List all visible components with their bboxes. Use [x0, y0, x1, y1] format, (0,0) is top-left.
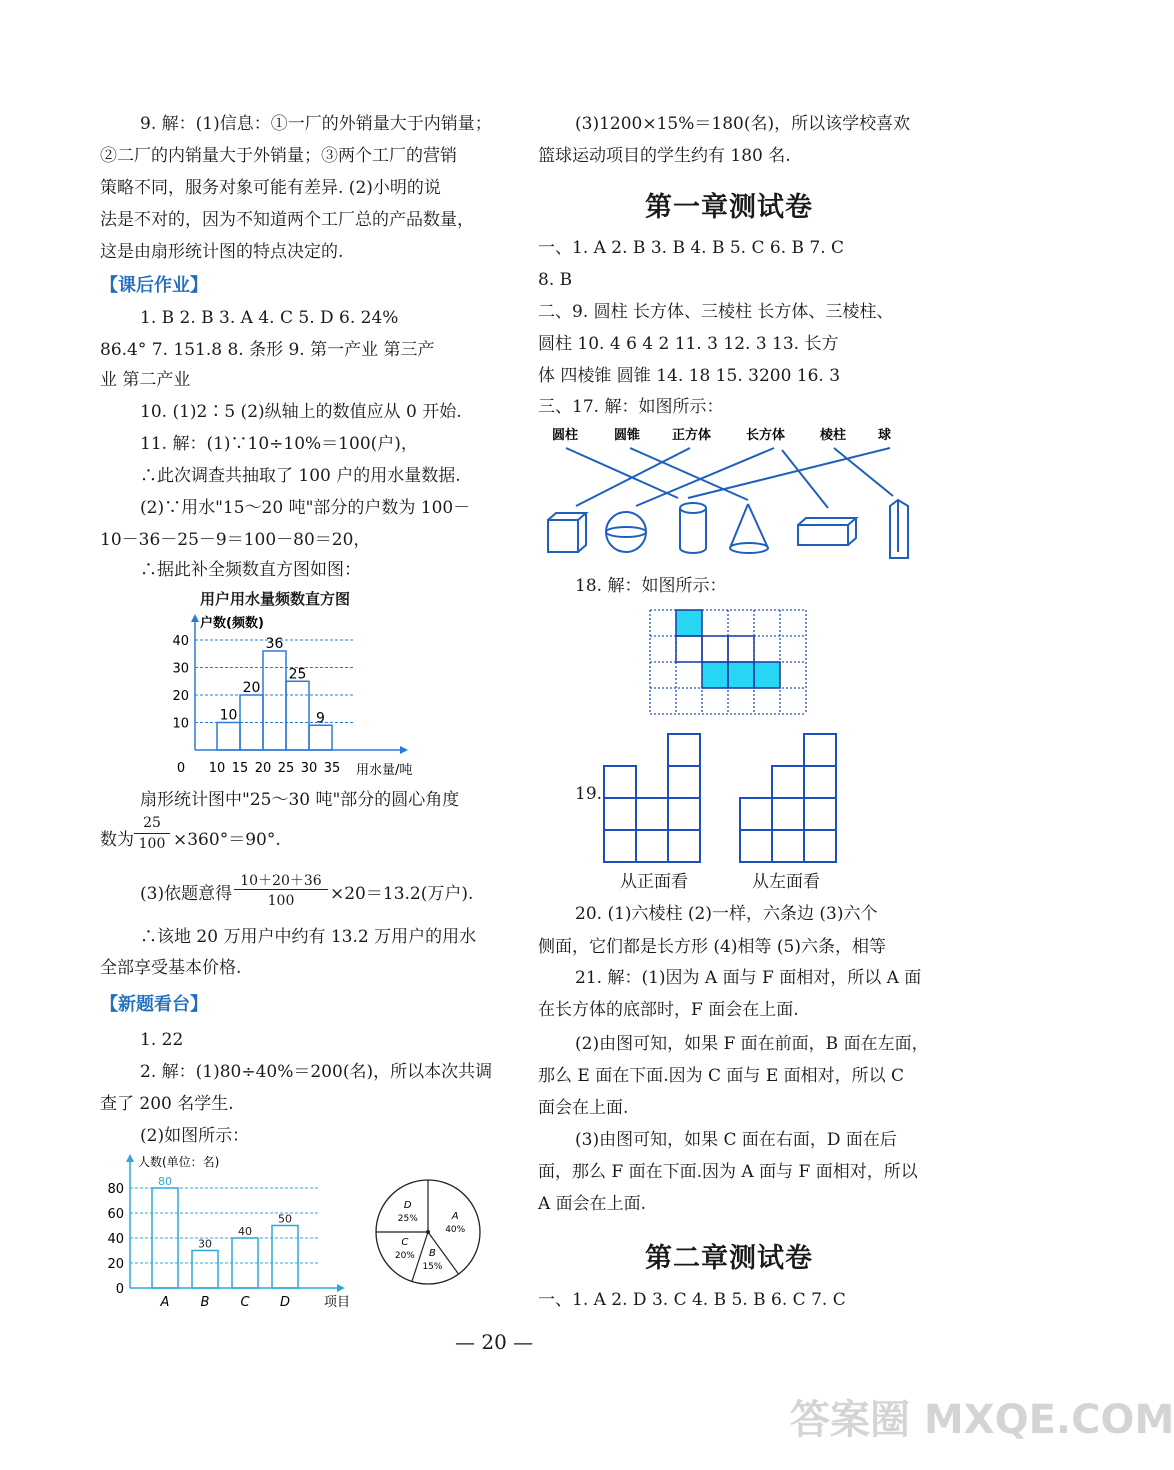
pie-slice-D: D — [403, 1199, 412, 1211]
y-axis-arrow — [191, 614, 199, 622]
cuboid-solid — [798, 518, 856, 545]
ch1-line-2: 8. B — [538, 270, 573, 290]
new-line-2: 2. 解：(1)80÷40%＝200(名)，所以本次共调 — [140, 1062, 493, 1082]
y-tick-label: 20 — [107, 1257, 124, 1272]
angle-denominator: 100 — [138, 836, 166, 852]
y-tick-label: 60 — [107, 1207, 124, 1222]
y-tick-label: 80 — [107, 1182, 124, 1197]
view-cell — [772, 798, 804, 830]
new-line-3: 查了 200 名学生. — [100, 1094, 234, 1114]
q21-line-5: 面会在上面. — [538, 1098, 629, 1118]
pie-slice-A: A — [451, 1211, 459, 1223]
pie-percent-label: 15% — [422, 1262, 443, 1273]
q17-matching-diagram — [538, 420, 928, 570]
view-cell — [636, 830, 668, 862]
q18-text: 18. 解：如图所示： — [575, 576, 727, 596]
label-cone: 圆锥 — [614, 428, 641, 443]
bar-value-label: 36 — [265, 636, 284, 652]
view-cell — [740, 798, 772, 830]
bar-value-label: 20 — [242, 680, 261, 696]
pie-slice-B: B — [429, 1248, 436, 1260]
y-axis-arrow — [126, 1154, 134, 1162]
q3-denominator: 100 — [267, 893, 295, 909]
label-prism: 棱柱 — [820, 428, 847, 443]
view-cell — [804, 734, 836, 766]
hw-line-7: (2)∵用水"15～20 吨"部分的户数为 100－ — [140, 498, 471, 518]
x-tick-label: 15 — [231, 761, 249, 776]
view-cell — [740, 830, 772, 862]
q9-line-5: 这是由扇形统计图的特点决定的. — [100, 242, 344, 262]
x-axis-arrow — [400, 746, 408, 754]
solid-cell — [676, 636, 702, 662]
bar-D — [272, 1226, 298, 1289]
top-line-1: (3)1200×15%＝180(名)，所以该学校喜欢 — [575, 114, 911, 134]
y-tick-label: 20 — [172, 689, 189, 704]
view-cell — [772, 830, 804, 862]
x-tick-label: 35 — [323, 761, 341, 776]
left-view-label: 从左面看 — [752, 872, 820, 892]
sector-line: 扇形统计图中"25～30 吨"部分的圆心角度 — [140, 790, 460, 810]
q18-grid — [648, 608, 808, 716]
bar-B — [192, 1251, 218, 1289]
sphere-solid — [606, 512, 646, 552]
x-axis-arrow — [337, 1284, 345, 1292]
top-line-2: 篮球运动项目的学生约有 180 名. — [538, 146, 791, 166]
y-tick-label: 40 — [172, 634, 189, 649]
view-cell — [604, 830, 636, 862]
hw-line-2: 86.4° 7. 151.8 8. 条形 9. 第一产业 第三产 — [100, 340, 435, 360]
bar-value-label: 40 — [238, 1225, 252, 1238]
q21-line-1: 21. 解：(1)因为 A 面与 F 面相对，所以 A 面 — [575, 968, 922, 988]
angle-numerator: 25 — [143, 815, 161, 831]
view-cell — [804, 766, 836, 798]
page-number: — 20 — — [455, 1330, 534, 1354]
y-tick-label: 10 — [172, 716, 189, 732]
ch1-line-3: 二、9. 圆柱 长方体、三棱柱 长方体、三棱柱、 — [538, 302, 894, 322]
solid-cell — [702, 636, 728, 662]
filled-cell — [754, 662, 780, 688]
pie-percent-label: 40% — [445, 1225, 466, 1236]
view-cell — [772, 766, 804, 798]
x-tick-label: 30 — [300, 761, 318, 776]
filled-cell — [676, 610, 702, 636]
matching-lines — [566, 448, 893, 508]
hw-line-8: 10－36－25－9＝100－80＝20， — [100, 530, 371, 550]
angle-suffix: ×360°＝90°. — [173, 830, 281, 850]
cone-solid — [730, 504, 768, 553]
conclusion-line-2: 全部享受基本价格. — [100, 958, 242, 978]
q3-suffix: ×20＝13.2(万户). — [330, 884, 474, 904]
pie-percent-label: 25% — [397, 1213, 418, 1224]
q9-line-4: 法是不对的，因为不知道两个工厂总的产品数量， — [100, 210, 474, 230]
view-cell — [668, 766, 700, 798]
label-cylinder: 圆柱 — [552, 428, 579, 443]
view-cell — [668, 734, 700, 766]
q19-views — [600, 728, 850, 866]
y-axis-title: 户数(频数) — [200, 616, 264, 631]
pie-center-dot — [426, 1230, 430, 1234]
hw-line-6: ∴此次调查共抽取了 100 户的用水量数据. — [140, 466, 461, 486]
hw-line-9: ∴据此补全频数直方图如图： — [140, 560, 361, 580]
x-category-label: C — [240, 1295, 250, 1310]
view-cell — [668, 798, 700, 830]
q21-line-4: 那么 E 面在下面.因为 C 面与 E 面相对，所以 C — [538, 1066, 905, 1086]
q21-line-3: (2)由图可知，如果 F 面在前面，B 面在左面， — [575, 1034, 929, 1054]
conclusion-line-1: ∴该地 20 万用户中约有 13.2 万用户的用水 — [140, 927, 477, 947]
histogram-bar — [286, 681, 309, 750]
hw-line-1: 1. B 2. B 3. A 4. C 5. D 6. 24% — [140, 308, 399, 328]
hw-line-5: 11. 解：(1)∵10÷10%＝100(户)， — [140, 434, 418, 454]
water-usage-histogram — [160, 608, 450, 778]
q20-line-2: 侧面，它们都是长方形 (4)相等 (5)六条，相等 — [538, 937, 886, 957]
front-view — [604, 734, 700, 862]
q9-line-3: 策略不同，服务对象可能有差异. (2)小明的说 — [100, 178, 441, 198]
fraction-bar — [134, 833, 170, 834]
q9-line-2: ②二厂的内销量大于外销量；③两个工厂的营销 — [100, 146, 457, 166]
q9-line-1: 9. 解：(1)信息：①一厂的外销量大于内销量； — [140, 114, 492, 134]
histogram-bar — [263, 651, 286, 750]
q3-prefix: (3)依题意得 — [140, 884, 233, 904]
bar-value-label: 50 — [278, 1212, 292, 1226]
chapter-1-title: 第一章测试卷 — [645, 192, 813, 223]
x-category-label: D — [279, 1295, 291, 1310]
ch1-line-6: 三、17. 解：如图所示： — [538, 397, 724, 417]
label-cuboid: 长方体 — [746, 428, 786, 443]
watermark: 答案圈 MXQE.COM — [790, 1397, 1174, 1443]
hw-line-3: 业 第二产业 — [100, 370, 191, 390]
bar-value-label: 10 — [219, 707, 238, 724]
x-category-label: A — [160, 1295, 170, 1310]
q19-number: 19. — [575, 784, 603, 804]
histogram-bar — [309, 725, 332, 750]
students-bar-chart — [100, 1150, 370, 1315]
x-tick-label: 0 — [176, 761, 186, 776]
solid-cell — [728, 636, 754, 662]
prism-solid — [890, 500, 908, 558]
cylinder-solid — [680, 503, 706, 553]
x-category-label: B — [200, 1295, 210, 1310]
filled-cell — [702, 662, 728, 688]
label-cube: 正方体 — [672, 428, 712, 443]
label-sphere: 球 — [878, 428, 892, 443]
filled-cell — [728, 662, 754, 688]
view-cell — [604, 766, 636, 798]
q20-line-1: 20. (1)六棱柱 (2)一样，六条边 (3)六个 — [575, 904, 878, 924]
q21-line-6: (3)由图可知，如果 C 面在右面，D 面在后 — [575, 1130, 897, 1150]
view-cell — [636, 798, 668, 830]
view-cell — [604, 798, 636, 830]
pie-percent-label: 20% — [394, 1250, 415, 1261]
q21-line-7: 面，那么 F 面在下面.因为 A 面与 F 面相对，所以 — [538, 1162, 918, 1182]
cube-solid — [548, 513, 586, 552]
chapter-2-title: 第二章测试卷 — [645, 1243, 813, 1274]
q21-line-8: A 面会在上面. — [538, 1194, 647, 1214]
histogram-title: 用户用水量频数直方图 — [200, 590, 351, 608]
bar-value-label: 80 — [158, 1175, 172, 1188]
bar-value-label: 9 — [316, 710, 325, 727]
ch1-line-4: 圆柱 10. 4 6 4 2 11. 3 12. 3 13. 长方 — [538, 334, 839, 354]
new-line-1: 1. 22 — [140, 1030, 184, 1050]
section-homework: 【课后作业】 — [100, 275, 208, 296]
ch2-line-1: 一、1. A 2. D 3. C 4. B 5. B 6. C 7. C — [538, 1290, 846, 1310]
view-cell — [668, 830, 700, 862]
view-cell — [804, 798, 836, 830]
pie-slice-C: C — [401, 1236, 409, 1248]
y-tick-label: 30 — [172, 661, 189, 677]
x-tick-label: 25 — [277, 761, 295, 776]
y-axis-title: 人数(单位：名) — [138, 1155, 220, 1169]
x-axis-title: 项目 — [324, 1295, 351, 1310]
ch1-line-1: 一、1. A 2. B 3. B 4. B 5. C 6. B 7. C — [538, 238, 845, 258]
front-view-label: 从正面看 — [620, 872, 688, 892]
students-pie-chart — [368, 1172, 488, 1292]
y-tick-label: 0 — [115, 1282, 124, 1297]
x-tick-label: 20 — [254, 761, 272, 776]
bar-value-label: 25 — [288, 666, 307, 683]
histogram-bar — [217, 723, 240, 751]
left-view — [740, 734, 836, 862]
bar-value-label: 30 — [198, 1237, 212, 1251]
fraction-bar — [234, 889, 328, 890]
q21-line-2: 在长方体的底部时，F 面会在上面. — [538, 1000, 799, 1020]
ch1-line-5: 体 四棱锥 圆锥 14. 18 15. 3200 16. 3 — [538, 366, 841, 386]
section-new-questions: 【新题看台】 — [100, 994, 208, 1015]
x-tick-label: 10 — [208, 761, 226, 776]
hw-line-4: 10. (1)2∶5 (2)纵轴上的数值应从 0 开始. — [140, 402, 462, 422]
view-cell — [804, 830, 836, 862]
y-tick-label: 40 — [107, 1232, 124, 1247]
new-line-4: (2)如图所示： — [140, 1126, 250, 1146]
x-axis-title: 用水量/吨 — [356, 763, 413, 778]
angle-prefix: 数为 — [100, 830, 134, 850]
q3-numerator: 10＋20＋36 — [240, 873, 322, 889]
